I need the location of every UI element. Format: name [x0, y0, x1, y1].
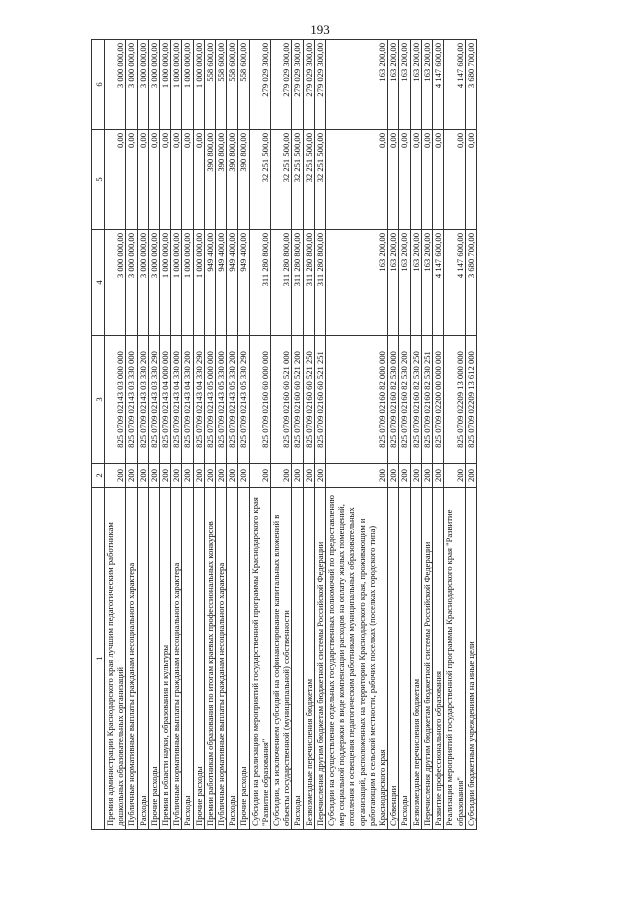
row-value4-cell: 949 400,00 — [216, 230, 227, 336]
row-value6-cell: 558 600,00 — [204, 40, 215, 130]
table-row — [105, 40, 126, 830]
row-code-cell: 825 0709 02209 13 000 000 — [444, 336, 465, 464]
rotated-table-frame — [91, 40, 583, 830]
row-code-cell: 825 0709 02143 05 330 290 — [238, 336, 249, 464]
row-name-cell: Перечисления другим бюджетам бюджетной системы Российской Федерации — [314, 488, 325, 830]
row-column2-cell: 200 — [421, 464, 432, 488]
row-value4-cell: 3 000 000,00 — [137, 230, 148, 336]
table-row — [160, 40, 171, 830]
row-name-cell: Реализация мероприятий государственной программы Краснодарского края "Развитие образования" — [444, 488, 465, 830]
row-code-cell: 825 0709 02200 00 000 000 — [433, 336, 444, 464]
table-row — [410, 40, 421, 830]
table-row — [314, 40, 325, 830]
row-name-cell: Прочие расходы — [148, 488, 159, 830]
row-value6-cell: 163 200,00 — [410, 40, 421, 130]
row-code-cell: 825 0709 02160 82 530 200 — [399, 336, 410, 464]
row-value6-cell: 3 680 700,00 — [465, 40, 476, 130]
table-row — [465, 40, 476, 830]
row-value4-cell: 1 000 000,00 — [171, 230, 182, 336]
row-value6-cell: 279 029 300,00 — [303, 40, 314, 130]
row-value6-cell: 279 029 300,00 — [271, 40, 292, 130]
row-name-cell: Расходы — [227, 488, 238, 830]
row-value6-cell: 1 000 000,00 — [193, 40, 204, 130]
row-code-cell: 825 0709 02143 03 330 000 — [126, 336, 137, 464]
table-row — [433, 40, 444, 830]
row-value5-cell: 0,00 — [433, 130, 444, 230]
row-column2-cell: 200 — [303, 464, 314, 488]
row-column2-cell: 200 — [227, 464, 238, 488]
row-name-cell: Публичные нормативные выплаты гражданам несоциального характера — [126, 488, 137, 830]
row-name-cell: Расходы — [182, 488, 193, 830]
row-value6-cell: 1 000 000,00 — [171, 40, 182, 130]
row-column2-cell: 200 — [137, 464, 148, 488]
row-value6-cell: 163 200,00 — [326, 40, 388, 130]
row-code-cell: 825 0709 02160 60 521 200 — [292, 336, 303, 464]
row-value4-cell: 163 200,00 — [388, 230, 399, 336]
row-value6-cell: 558 600,00 — [227, 40, 238, 130]
row-value4-cell: 311 280 800,00 — [271, 230, 292, 336]
table-body — [105, 40, 477, 830]
row-value4-cell: 949 400,00 — [238, 230, 249, 336]
row-column2-cell: 200 — [204, 464, 215, 488]
row-column2-cell: 200 — [399, 464, 410, 488]
row-value6-cell: 3 000 000,00 — [137, 40, 148, 130]
column-header: 3 — [92, 336, 105, 464]
table-row — [216, 40, 227, 830]
table-row — [271, 40, 292, 830]
row-value5-cell: 0,00 — [410, 130, 421, 230]
row-column2-cell: 200 — [465, 464, 476, 488]
row-value4-cell: 163 200,00 — [410, 230, 421, 336]
table-header-row — [92, 40, 105, 830]
row-name-cell: Прочие расходы — [238, 488, 249, 830]
row-name-cell: Премия администрации Краснодарского края лучшим педагогическим работникам дошкольных образовательных организаций — [105, 488, 126, 830]
column-header: 5 — [92, 130, 105, 230]
row-code-cell: 825 0709 02143 03 330 290 — [148, 336, 159, 464]
row-value6-cell: 4 147 600,00 — [433, 40, 444, 130]
row-name-cell: Прочие расходы — [193, 488, 204, 830]
row-value6-cell: 4 147 600,00 — [444, 40, 465, 130]
row-value5-cell: 390 800,00 — [204, 130, 215, 230]
row-code-cell: 825 0709 02143 03 330 200 — [137, 336, 148, 464]
row-value5-cell: 390 800,00 — [216, 130, 227, 230]
row-value4-cell: 311 280 800,00 — [314, 230, 325, 336]
row-column2-cell: 200 — [182, 464, 193, 488]
row-value5-cell: 0,00 — [465, 130, 476, 230]
row-value5-cell: 32 251 500,00 — [292, 130, 303, 230]
row-column2-cell: 200 — [292, 464, 303, 488]
row-value6-cell: 3 000 000,00 — [148, 40, 159, 130]
row-column2-cell: 200 — [388, 464, 399, 488]
row-value5-cell: 0,00 — [137, 130, 148, 230]
row-code-cell: 825 0709 02143 05 330 200 — [227, 336, 238, 464]
table-row — [137, 40, 148, 830]
row-value4-cell: 3 000 000,00 — [105, 230, 126, 336]
row-value6-cell: 279 029 300,00 — [249, 40, 270, 130]
row-code-cell: 825 0709 02160 60 521 250 — [303, 336, 314, 464]
row-value5-cell: 0,00 — [171, 130, 182, 230]
row-value5-cell: 32 251 500,00 — [271, 130, 292, 230]
row-column2-cell: 200 — [433, 464, 444, 488]
row-column2-cell: 200 — [271, 464, 292, 488]
row-value6-cell: 163 200,00 — [388, 40, 399, 130]
row-column2-cell: 200 — [238, 464, 249, 488]
table-row — [148, 40, 159, 830]
row-value5-cell: 32 251 500,00 — [303, 130, 314, 230]
row-value5-cell: 390 800,00 — [238, 130, 249, 230]
table-row — [444, 40, 465, 830]
row-name-cell: Развитие профессионального образования — [433, 488, 444, 830]
table-row — [326, 40, 388, 830]
row-column2-cell: 200 — [193, 464, 204, 488]
row-code-cell: 825 0709 02160 60 521 000 — [271, 336, 292, 464]
row-name-cell: Премия в области науки, образования и культуры — [160, 488, 171, 830]
table-row — [238, 40, 249, 830]
row-name-cell: Публичные нормативные выплаты гражданам несоциального характера — [171, 488, 182, 830]
row-value4-cell: 4 147 600,00 — [433, 230, 444, 336]
row-value6-cell: 3 000 000,00 — [105, 40, 126, 130]
row-code-cell: 825 0709 02143 04 330 000 — [171, 336, 182, 464]
column-header: 4 — [92, 230, 105, 336]
row-name-cell: Безвозмездные перечисления бюджетам — [410, 488, 421, 830]
row-column2-cell: 200 — [126, 464, 137, 488]
row-name-cell: Субсидии, за исключением субсидий на софинансирование капитальных вложений в объекты государственной (муниципальной) собственности — [271, 488, 292, 830]
row-value6-cell: 558 600,00 — [216, 40, 227, 130]
row-value5-cell: 0,00 — [182, 130, 193, 230]
row-value4-cell: 163 200,00 — [326, 230, 388, 336]
row-column2-cell: 200 — [216, 464, 227, 488]
row-value4-cell: 4 147 600,00 — [444, 230, 465, 336]
table-row — [126, 40, 137, 830]
row-value5-cell: 0,00 — [193, 130, 204, 230]
column-header: 2 — [92, 464, 105, 488]
row-column2-cell: 200 — [105, 464, 126, 488]
row-name-cell: Публичные нормативные выплаты гражданам несоциального характера — [216, 488, 227, 830]
row-value4-cell: 1 000 000,00 — [193, 230, 204, 336]
table-row — [171, 40, 182, 830]
table-row — [292, 40, 303, 830]
table-row — [204, 40, 215, 830]
row-column2-cell: 200 — [314, 464, 325, 488]
row-column2-cell: 200 — [160, 464, 171, 488]
table-row — [388, 40, 399, 830]
row-value4-cell: 311 280 800,00 — [303, 230, 314, 336]
row-code-cell: 825 0709 02160 60 000 000 — [249, 336, 270, 464]
row-column2-cell: 200 — [326, 464, 388, 488]
table-row — [193, 40, 204, 830]
row-value6-cell: 279 029 300,00 — [314, 40, 325, 130]
row-value4-cell: 949 400,00 — [227, 230, 238, 336]
budget-table — [91, 39, 477, 830]
row-name-cell: Субвенции — [388, 488, 399, 830]
row-value6-cell: 1 000 000,00 — [182, 40, 193, 130]
row-code-cell: 825 0709 02160 60 521 251 — [314, 336, 325, 464]
row-value5-cell: 32 251 500,00 — [249, 130, 270, 230]
row-code-cell: 825 0709 02143 04 000 000 — [160, 336, 171, 464]
row-value6-cell: 558 600,00 — [238, 40, 249, 130]
row-name-cell: Безвозмездные перечисления бюджетам — [303, 488, 314, 830]
row-column2-cell: 200 — [148, 464, 159, 488]
row-value4-cell: 949 400,00 — [204, 230, 215, 336]
row-code-cell: 825 0709 02209 13 612 000 — [465, 336, 476, 464]
row-value4-cell: 311 280 800,00 — [249, 230, 270, 336]
row-name-cell: Расходы — [292, 488, 303, 830]
row-value6-cell: 3 000 000,00 — [126, 40, 137, 130]
row-code-cell: 825 0709 02143 04 330 290 — [193, 336, 204, 464]
row-code-cell: 825 0709 02160 82 530 250 — [410, 336, 421, 464]
row-code-cell: 825 0709 02160 82 530 251 — [421, 336, 432, 464]
row-code-cell: 825 0709 02143 04 330 200 — [182, 336, 193, 464]
column-header: 1 — [92, 488, 105, 830]
row-value4-cell: 3 000 000,00 — [126, 230, 137, 336]
row-value5-cell: 32 251 500,00 — [314, 130, 325, 230]
row-value4-cell: 3 680 700,00 — [465, 230, 476, 336]
rotated-table-content — [91, 40, 583, 830]
table-row — [182, 40, 193, 830]
row-value5-cell: 0,00 — [444, 130, 465, 230]
table-row — [249, 40, 270, 830]
row-value4-cell: 3 000 000,00 — [148, 230, 159, 336]
row-value5-cell: 390 800,00 — [227, 130, 238, 230]
row-value5-cell: 0,00 — [126, 130, 137, 230]
row-code-cell: 825 0709 02143 05 330 000 — [216, 336, 227, 464]
row-value4-cell: 163 200,00 — [399, 230, 410, 336]
row-column2-cell: 200 — [444, 464, 465, 488]
row-value5-cell: 0,00 — [399, 130, 410, 230]
row-name-cell: Премии работникам образования по итогам краевых профессиональных конкурсов — [204, 488, 215, 830]
row-name-cell: Расходы — [399, 488, 410, 830]
table-row — [227, 40, 238, 830]
row-code-cell: 825 0709 02160 82 530 000 — [388, 336, 399, 464]
row-column2-cell: 200 — [410, 464, 421, 488]
row-column2-cell: 200 — [171, 464, 182, 488]
row-value4-cell: 311 280 800,00 — [292, 230, 303, 336]
row-name-cell: Расходы — [137, 488, 148, 830]
row-value5-cell: 0,00 — [388, 130, 399, 230]
table-row — [303, 40, 314, 830]
row-name-cell: Перечисления другим бюджетам бюджетной системы Российской Федерации — [421, 488, 432, 830]
row-value4-cell: 163 200,00 — [421, 230, 432, 336]
row-name-cell: Субсидии на осуществление отдельных государственных полномочий по предоставлению мер социальной поддержки в виде компенсации расходов на оплату жилых помещений, отопления и освещения педагогическим работникам муниципальных образовательных организаций, расположенных на территории Краснодарского края, проживающим и работающим в сельской местности, рабочих поселках (поселках городского типа) Краснодарского края — [326, 488, 388, 830]
row-code-cell: 825 0709 02143 05 000 000 — [204, 336, 215, 464]
row-value6-cell: 279 029 300,00 — [292, 40, 303, 130]
table-row — [421, 40, 432, 830]
table-row — [399, 40, 410, 830]
column-header: 6 — [92, 40, 105, 130]
row-value5-cell: 0,00 — [160, 130, 171, 230]
page-number: 193 — [310, 22, 330, 37]
row-name-cell: Субсидии бюджетным учреждениям на иные цели — [465, 488, 476, 830]
row-value6-cell: 163 200,00 — [421, 40, 432, 130]
row-value5-cell: 0,00 — [148, 130, 159, 230]
row-value4-cell: 1 000 000,00 — [160, 230, 171, 336]
row-value5-cell: 0,00 — [105, 130, 126, 230]
row-value4-cell: 1 000 000,00 — [182, 230, 193, 336]
row-column2-cell: 200 — [249, 464, 270, 488]
row-code-cell: 825 0709 02160 82 000 000 — [326, 336, 388, 464]
row-value6-cell: 1 000 000,00 — [160, 40, 171, 130]
row-value6-cell: 163 200,00 — [399, 40, 410, 130]
row-name-cell: Субсидии на реализацию мероприятий государственной программы Краснодарского края "Развитие образования" — [249, 488, 270, 830]
row-value5-cell: 0,00 — [326, 130, 388, 230]
row-value5-cell: 0,00 — [421, 130, 432, 230]
row-code-cell: 825 0709 02143 03 000 000 — [105, 336, 126, 464]
